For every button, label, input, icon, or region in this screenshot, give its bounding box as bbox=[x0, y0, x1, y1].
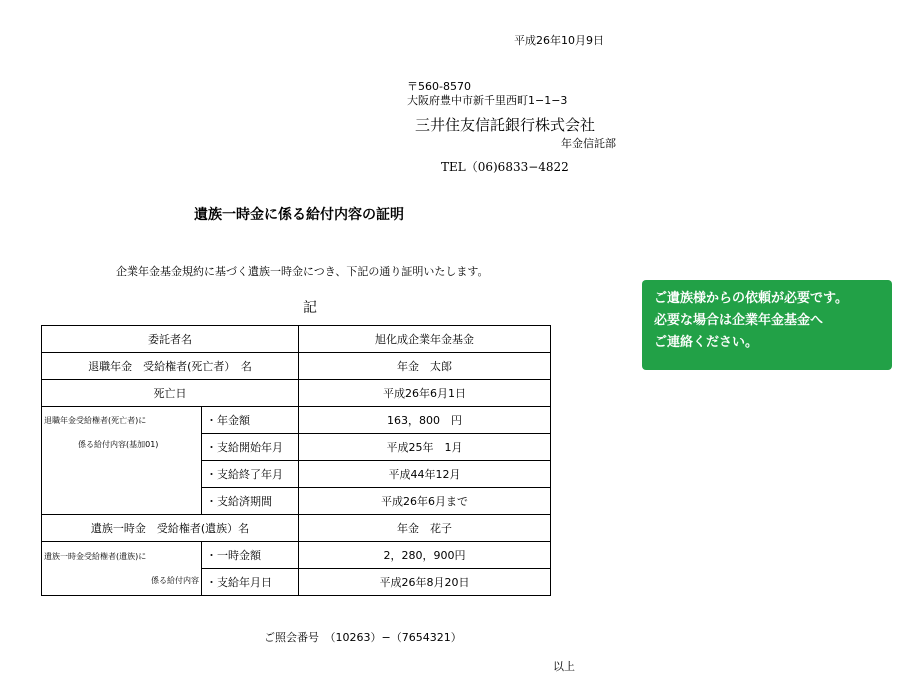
reference-number: ご照会番号 （10263）−（7654321） bbox=[264, 631, 462, 644]
table-row bbox=[42, 542, 551, 569]
survivor-label: 遺族一時金 受給権者(遺族）名 bbox=[42, 515, 299, 542]
recipient-value: 年金 太郎 bbox=[299, 353, 551, 380]
survivor-group-line2: 係る給付内容 bbox=[151, 575, 199, 585]
survivor-value: 年金 花子 bbox=[299, 515, 551, 542]
survivor-group-line1: 遺族一時金受給権者(遺族)に bbox=[44, 551, 147, 561]
start-month-value: 平成25年 1月 bbox=[299, 434, 551, 461]
death-date-value: 平成26年6月1日 bbox=[299, 380, 551, 407]
notice-box bbox=[642, 280, 892, 370]
table-row bbox=[42, 353, 551, 380]
payment-date-value: 平成26年8月20日 bbox=[299, 569, 551, 596]
end-month-label: ・支給終了年月 bbox=[202, 461, 299, 488]
paid-period-label: ・支給済期間 bbox=[202, 488, 299, 515]
company-name: 三井住友信託銀行株式会社 bbox=[415, 116, 596, 134]
company-address: 大阪府豊中市新千里西町1−1−3 bbox=[407, 94, 568, 107]
closing-text: 以上 bbox=[553, 660, 575, 673]
table-row bbox=[42, 515, 551, 542]
intro-text: 企業年金基金規約に基づく遺族一時金につき、下記の通り証明いたします。 bbox=[116, 265, 489, 278]
recipient-label: 退職年金 受給権者(死亡者） 名 bbox=[42, 353, 299, 380]
issue-date: 平成26年10月9日 bbox=[514, 34, 604, 47]
trustee-value: 旭化成企業年金基金 bbox=[299, 326, 551, 353]
certificate-table bbox=[41, 325, 551, 596]
end-month-value: 平成44年12月 bbox=[299, 461, 551, 488]
start-month-label: ・支給開始年月 bbox=[202, 434, 299, 461]
postal-code: 〒560-8570 bbox=[407, 80, 471, 93]
benefit-group-label bbox=[42, 407, 202, 515]
notice-line-1: ご遺族様からの依頼が必要です。 bbox=[654, 291, 848, 306]
department-name: 年金信託部 bbox=[561, 137, 616, 150]
paid-period-value: 平成26年6月まで bbox=[299, 488, 551, 515]
annual-amount-label: ・年金額 bbox=[202, 407, 299, 434]
document-title: 遺族一時金に係る給付内容の証明 bbox=[194, 207, 404, 223]
table-row bbox=[42, 407, 551, 434]
notice-line-2: 必要な場合は企業年金基金へ bbox=[654, 313, 824, 328]
table-row bbox=[42, 380, 551, 407]
table-row bbox=[42, 326, 551, 353]
death-date-label: 死亡日 bbox=[42, 380, 299, 407]
annual-amount-value: 163，800 円 bbox=[299, 407, 551, 434]
lump-sum-value: 2，280，900円 bbox=[299, 542, 551, 569]
lump-sum-label: ・一時金額 bbox=[202, 542, 299, 569]
trustee-label: 委託者名 bbox=[42, 326, 299, 353]
notice-line-3: ご連絡ください。 bbox=[654, 335, 759, 350]
benefit-group-line2: 係る給付内容(基加01) bbox=[78, 440, 159, 449]
survivor-group-label bbox=[42, 542, 202, 596]
benefit-group-line1: 退職年金受給権者(死亡者)に bbox=[44, 416, 147, 425]
telephone-number: TEL（06)6833−4822 bbox=[441, 160, 569, 174]
ki-heading: 記 bbox=[303, 300, 317, 316]
payment-date-label: ・支給年月日 bbox=[202, 569, 299, 596]
